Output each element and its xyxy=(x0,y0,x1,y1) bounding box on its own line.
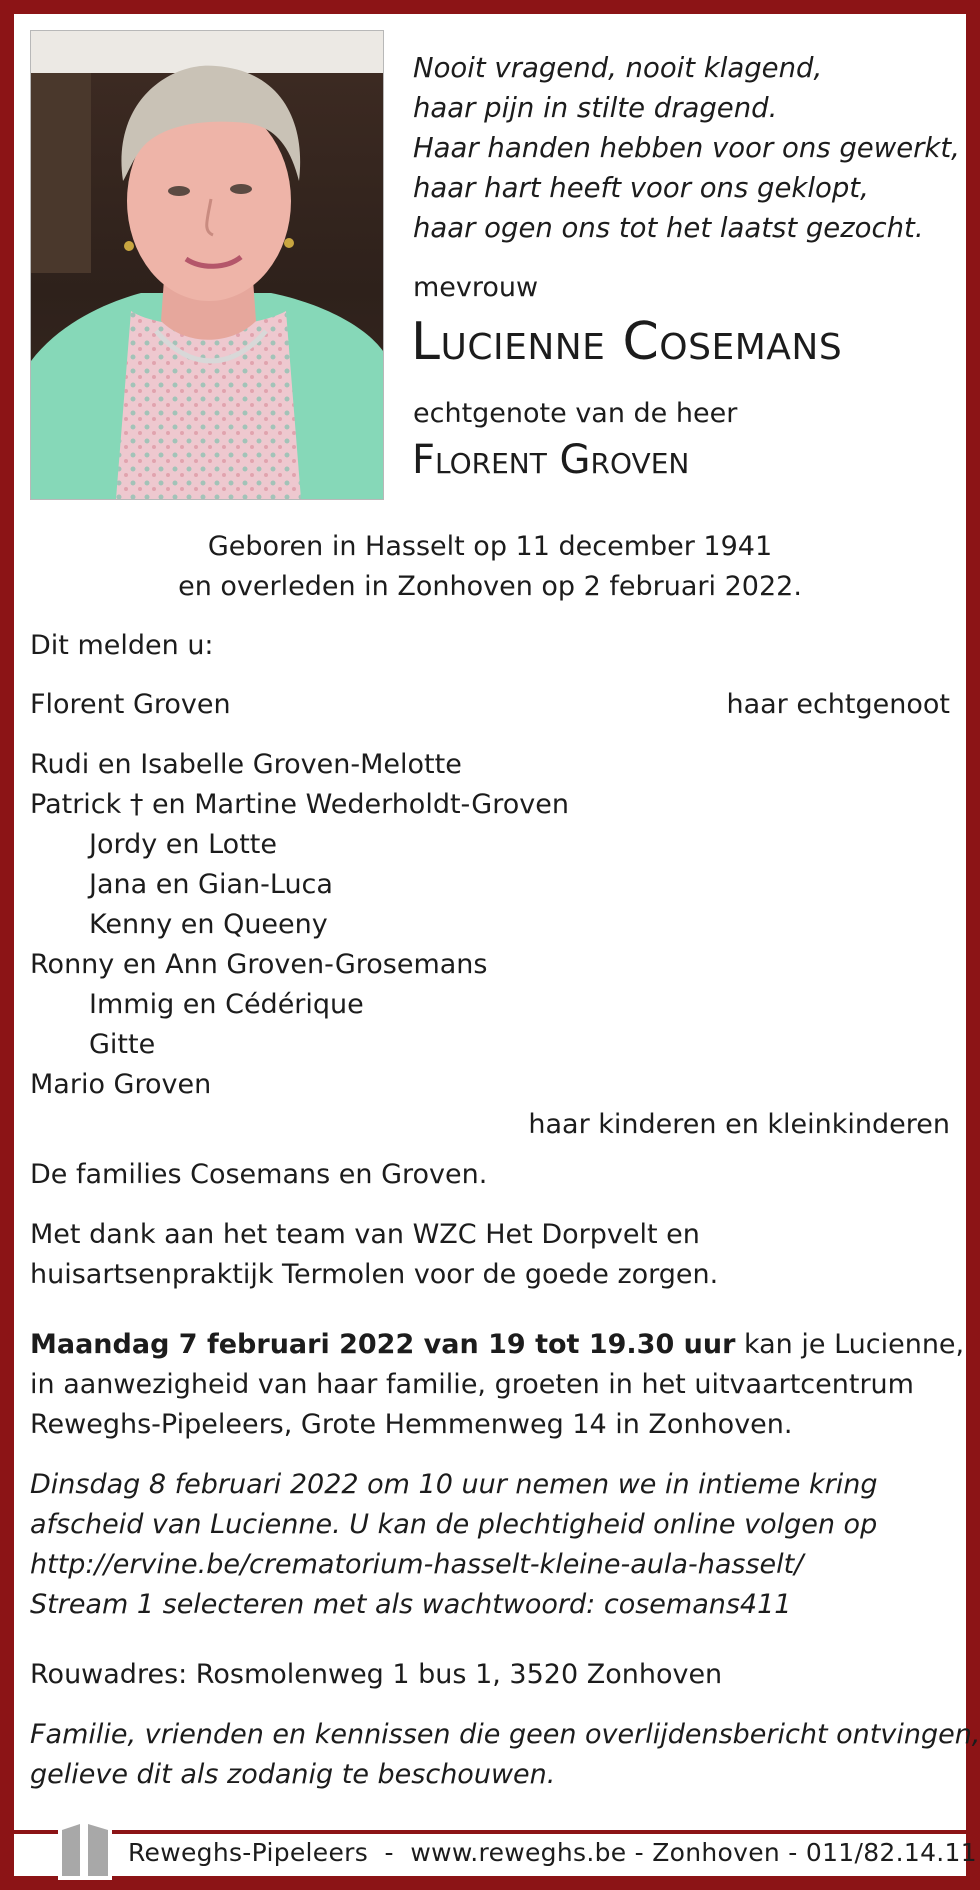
grandchild-line: Immig en Cédérique xyxy=(89,989,364,1020)
ceremony-line: Stream 1 selecteren met als wachtwoord: cosemans411 xyxy=(30,1589,792,1620)
husband-name: Florent Groven xyxy=(30,689,231,720)
thanks-line: Met dank aan het team van WZC Het Dorpvelt en xyxy=(30,1219,700,1250)
grandchild-line: Jana en Gian-Luca xyxy=(89,869,333,900)
death-line: en overleden in Zonhoven op 2 februari 2022. xyxy=(178,571,802,602)
visitation-line: in aanwezigheid van haar familie, groeten in het uitvaartcentrum xyxy=(30,1369,914,1400)
visitation-line xyxy=(30,1329,964,1360)
visitation-line: Reweghs-Pipeleers, Grote Hemmenweg 14 in Zonhoven. xyxy=(30,1409,793,1440)
poem-line: haar ogen ons tot het laatst gezocht. xyxy=(413,212,924,244)
deceased-name: Lucienne Cosemans xyxy=(411,312,843,372)
ceremony-link[interactable]: http://ervine.be/crematorium-hasselt-kleine-aula-hasselt/ xyxy=(30,1549,804,1580)
visitation-text: kan je Lucienne, xyxy=(735,1329,965,1360)
footer-divider xyxy=(14,1830,966,1834)
children-relation: haar kinderen en kleinkinderen xyxy=(528,1109,950,1140)
footer-contact: Reweghs-Pipeleers - www.reweghs.be - Zonhoven - 011/82.14.11 xyxy=(128,1838,977,1867)
grandchild-line: Gitte xyxy=(89,1029,156,1060)
ceremony-line: Dinsdag 8 februari 2022 om 10 uur nemen we in intieme kring xyxy=(30,1469,878,1500)
child-line: Patrick † en Martine Wederholdt-Groven xyxy=(30,789,569,820)
grandchild-line: Kenny en Queeny xyxy=(89,909,328,940)
birth-line: Geboren in Hasselt op 11 december 1941 xyxy=(207,531,773,562)
closing-line: Familie, vrienden en kennissen die geen overlijdensbericht ontvingen, xyxy=(30,1719,980,1750)
address-line: Rouwadres: Rosmolenweg 1 bus 1, 3520 Zonhoven xyxy=(30,1659,723,1690)
name-prefix: mevrouw xyxy=(413,272,539,303)
child-line: Mario Groven xyxy=(30,1069,212,1100)
ceremony-line: afscheid van Lucienne. U kan de plechtigheid online volgen op xyxy=(30,1509,878,1540)
memorial-poem xyxy=(413,48,960,248)
husband-relation: haar echtgenoot xyxy=(726,689,950,720)
closing-line: gelieve dit als zodanig te beschouwen. xyxy=(30,1759,556,1790)
poem-line: Nooit vragend, nooit klagend, xyxy=(413,52,823,84)
poem-line: Haar handen hebben voor ons gewerkt, xyxy=(413,132,960,164)
families-line: De families Cosemans en Groven. xyxy=(30,1159,488,1190)
poem-line: haar pijn in stilte dragend. xyxy=(413,92,778,124)
spouse-name: Florent Groven xyxy=(412,437,690,483)
thanks-line: huisartsenpraktijk Termolen voor de goede zorgen. xyxy=(30,1259,719,1290)
spouse-relation: echtgenote van de heer xyxy=(413,398,738,429)
grandchild-line: Jordy en Lotte xyxy=(89,829,277,860)
child-line: Ronny en Ann Groven-Grosemans xyxy=(30,949,488,980)
child-line: Rudi en Isabelle Groven-Melotte xyxy=(30,749,462,780)
announced-by: Dit melden u: xyxy=(30,630,214,661)
poem-line: haar hart heeft voor ons geklopt, xyxy=(413,172,869,204)
funeral-home-logo-icon xyxy=(58,1820,112,1880)
portrait-photo xyxy=(30,30,384,500)
visitation-date: Maandag 7 februari 2022 van 19 tot 19.30 uur xyxy=(30,1329,736,1360)
